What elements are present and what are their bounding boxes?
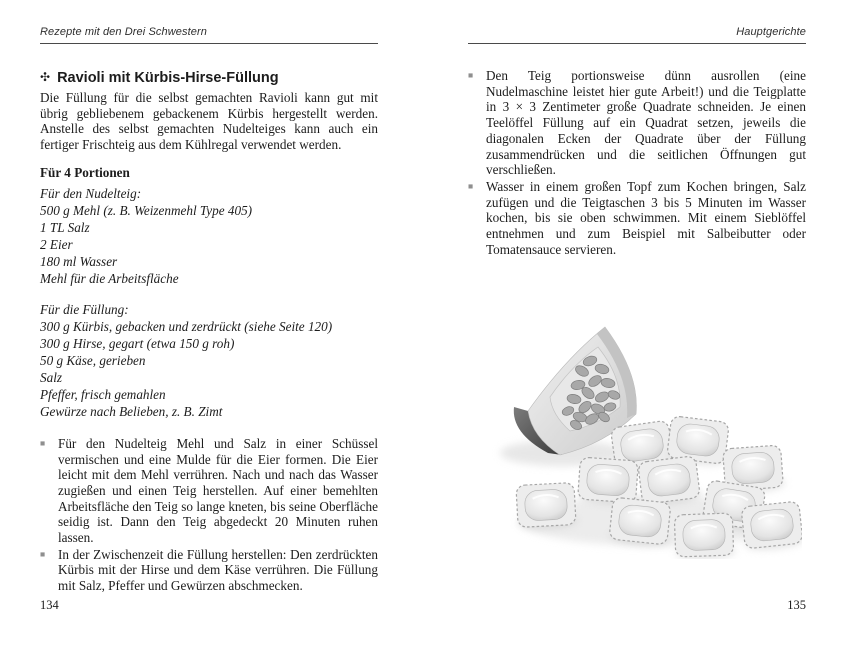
instruction-step	[40, 547, 378, 594]
page-number-right: 135	[787, 598, 806, 612]
ingredient-line: 300 g Kürbis, gebacken und zerdrückt (siehe Seite 120)	[40, 318, 333, 334]
page-left	[40, 26, 378, 594]
instruction-text: Für den Nudelteig Mehl und Salz in einer Schüssel vermischen und eine Mulde für die Eier formen. Die Eier leicht mit dem Mehl verrühren. Nach und nach das Wasser zugießen und einen Teig herstellen. Auf einer bemehlten Arbeitsfläche den Teig so lange kneten, bis seine Oberfläche seidig ist. Dann den Teig abgedeckt 20 Minuten ruhen lassen.	[58, 435, 378, 546]
ingredient-line: Für den Nudelteig:	[40, 185, 142, 201]
ingredient-line: 1 TL Salz	[40, 219, 90, 235]
running-head-left	[40, 26, 378, 44]
recipe-title	[40, 70, 378, 86]
recipe-intro: Die Füllung für die selbst gemachten Ravioli kann gut mit übrig gebliebenem gebackenem Kürbis hergestellt werden. Anstelle des selbst gemachten Nudelteiges kann auch ein fertiger Frischteig aus dem Kühlregal verwendet werden.	[40, 90, 378, 153]
instruction-step	[40, 436, 378, 546]
bullet-square-icon: ■	[468, 70, 474, 80]
ingredient-line: 300 g Hirse, gegart (etwa 150 g roh)	[40, 335, 235, 351]
servings-heading: Für 4 Portionen	[40, 164, 130, 180]
ingredient-line: Mehl für die Arbeitsfläche	[40, 270, 179, 286]
bullet-square-icon: ■	[40, 548, 46, 559]
running-head-right-text: Hauptgerichte	[736, 26, 806, 38]
ingredients-filling	[40, 301, 378, 420]
ingredient-line: 2 Eier	[40, 236, 73, 252]
ornament-icon: ✣	[40, 70, 51, 84]
instruction-step	[468, 68, 806, 178]
bullet-square-icon: ■	[468, 180, 474, 191]
pumpkin-ravioli-illustration	[490, 319, 806, 564]
ingredient-line: Pfeffer, frisch gemahlen	[40, 386, 166, 402]
pumpkin-ravioli-drawing	[490, 319, 802, 559]
instructions-left	[40, 436, 378, 594]
ingredient-line: 50 g Käse, gerieben	[40, 352, 146, 368]
ingredients-dough	[40, 185, 378, 287]
page-number-left: 134	[40, 598, 59, 612]
ingredient-line: Gewürze nach Belieben, z. B. Zimt	[40, 403, 223, 419]
instruction-text: In der Zwischenzeit die Füllung herstellen: Den zerdrückten Kürbis mit der Hirse und dem Käse verrühren. Die Füllung mit Salz, Pfeffer und Gewürzen abschmecken.	[58, 546, 378, 594]
running-head-left-text: Rezepte mit den Drei Schwestern	[40, 26, 207, 38]
instruction-text: Den Teig portionsweise dünn ausrollen (eine Nudelmaschine leistet hier gute Arbeit!) und die Teigplatte in 3 × 3 Zentimeter große Quadrate schneiden. Je einen Teelöffel Füllung auf ein Quadrat setzen, jeweils die diagonalen Ecken der Quadrate über der Füllung zusammendrücken und die seitlichen Öffnungen gut verschließen.	[486, 68, 806, 178]
page-right	[468, 26, 806, 564]
running-head-right	[468, 26, 806, 44]
ingredient-line: 180 ml Wasser	[40, 253, 118, 269]
ingredient-line: Salz	[40, 369, 62, 385]
instruction-text: Wasser in einem großen Topf zum Kochen bringen, Salz zufügen und die Teigtaschen 3 bis 5 Minuten im Wasser kochen, bis sie oben schwimmen. Mit einem Sieblöffel entnehmen und zum Beispiel mit Salbeibutter oder Tomatensauce servieren.	[486, 178, 806, 257]
ingredient-line: 500 g Mehl (z. B. Weizenmehl Type 405)	[40, 202, 253, 218]
instruction-step	[468, 179, 806, 258]
instructions-right	[468, 68, 806, 257]
bullet-square-icon: ■	[40, 437, 46, 448]
recipe-title-text: Ravioli mit Kürbis-Hirse-Füllung	[57, 70, 279, 86]
ingredient-line: Für die Füllung:	[40, 301, 129, 317]
